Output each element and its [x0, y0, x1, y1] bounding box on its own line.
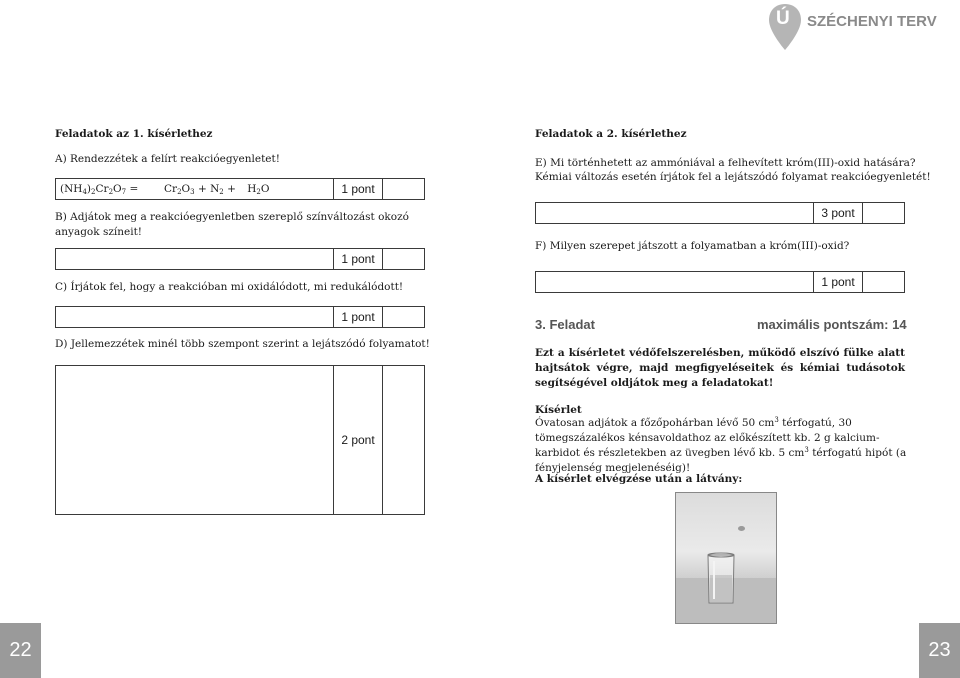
experiment-text: Óvatosan adjátok a főzőpohárban lévő 50 $cm^3$ térfogatú, 30 tömegszázalékos kénsavoldathoz az előkészített kb. 2 g kalcium-karbidot és részletekben az üvegben lévő kb. 5 $cm^3$ térfogatú hipót (a fényjelenség megjelenéséig)! [535, 416, 907, 474]
speck-icon [738, 526, 745, 531]
points-b: 1 pont [333, 248, 383, 270]
equation-lhs: $(NH_4)_2Cr_2O_7$ = [60, 183, 139, 196]
task3-title: 3. Feladat [535, 317, 595, 332]
points-f: 1 pont [813, 271, 863, 293]
left-heading: Feladatok az 1. kísérlethez [55, 128, 213, 140]
equation-rhs: $Cr_2O_3 + N_2 + H_2O$ [164, 183, 270, 196]
task-a-text: A) Rendezzétek a felírt reakcióegyenletet! [55, 153, 280, 165]
task3-max-score: maximális pontszám: 14 [757, 317, 907, 332]
experiment-photo [675, 492, 777, 624]
task-d-answer-box[interactable] [55, 365, 425, 515]
task-e-line2: Kémiai változás esetén írjátok fel a lejátszódó folyamat reakcióegyenletét! [535, 171, 931, 183]
task-f-text: F) Milyen szerepet játszott a folyamatban a króm(III)-oxid? [535, 240, 850, 252]
page-number-right: 23 [919, 623, 960, 678]
task-b-text: B) Adjátok meg a reakcióegyenletben szereplő színváltozást okozó anyagok színeit! [55, 211, 409, 238]
after-experiment-label: A kísérlet elvégzése után a látvány: [535, 473, 743, 485]
task-c-text: C) Írjátok fel, hogy a reakcióban mi oxidálódott, mi redukálódott! [55, 281, 404, 293]
equation-answer-box[interactable] [55, 178, 425, 200]
experiment-label: Kísérlet [535, 404, 582, 416]
logo-text: SZÉCHENYI TERV [807, 13, 937, 30]
page-number-left: 22 [0, 623, 41, 678]
points-c: 1 pont [333, 306, 383, 328]
beaker-icon [704, 551, 738, 607]
points-d: 2 pont [333, 365, 383, 515]
task-c-answer-box[interactable] [55, 306, 425, 328]
task3-intro: Ezt a kísérletet védőfelszerelésben, működő elszívó fülke alatt hajtsátok végre, majd megfigyeléseitek és kémiai tudásotok segítségével oldjátok meg a feladatokat! [535, 347, 905, 389]
task-f-answer-box[interactable] [535, 271, 905, 293]
task-e-answer-box[interactable] [535, 202, 905, 224]
task-d-text: D) Jellemezzétek minél több szempont szerint a lejátszódó folyamatot! [55, 338, 430, 350]
points-e: 3 pont [813, 202, 863, 224]
right-heading: Feladatok a 2. kísérlethez [535, 128, 687, 140]
task-e-line1: E) Mi történhetett az ammóniával a felhevített króm(III)-oxid hatására? [535, 157, 916, 169]
points-a: 1 pont [333, 178, 383, 200]
task-b-answer-box[interactable] [55, 248, 425, 270]
logo-mark: Ú [776, 8, 790, 29]
szechenyi-terv-logo [767, 2, 947, 54]
